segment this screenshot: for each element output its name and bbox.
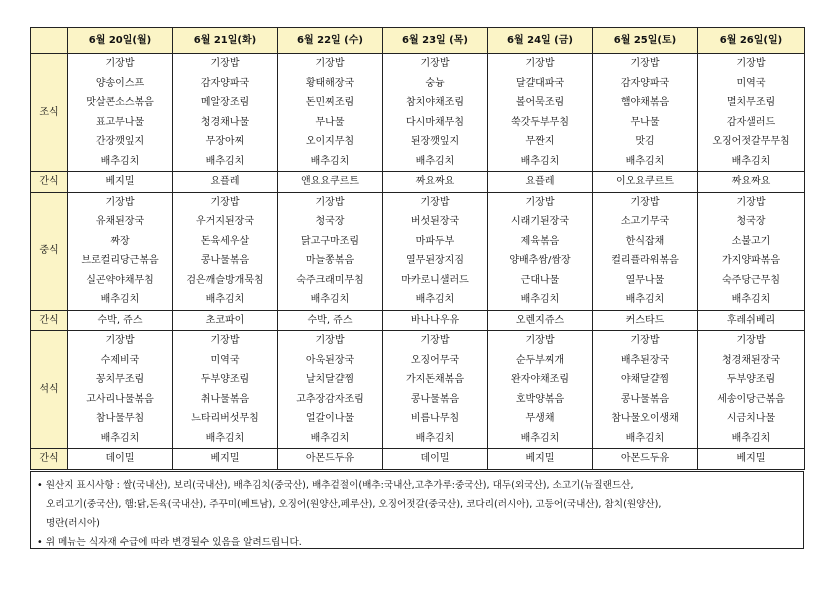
menu-cell (68, 331, 173, 449)
menu-item: 기장밥 (210, 335, 240, 346)
menu-cell (173, 54, 278, 172)
meal-label-snack: 간식 (31, 449, 68, 470)
snack-cell: 바나나우유 (383, 310, 488, 331)
menu-item: 배추김치 (731, 155, 771, 167)
dinner-row (31, 331, 805, 449)
menu-item: 짜장 (110, 235, 130, 247)
menu-item: 얼갈이나물 (305, 413, 355, 424)
menu-cell (698, 54, 805, 172)
menu-item: 기장밥 (630, 58, 660, 69)
menu-item: 고사리나물볶음 (86, 393, 154, 405)
menu-item: 무생채 (525, 413, 555, 424)
menu-item: 마파두부 (415, 235, 455, 247)
menu-item: 참나물무침 (95, 413, 145, 424)
snack-cell: 요플레 (173, 172, 278, 193)
menu-item: 배추김치 (520, 432, 560, 444)
menu-item: 오징어젓갈무무침 (712, 136, 790, 147)
day-header: 6월 22일 (수) (278, 28, 383, 54)
menu-item: 배추김치 (415, 294, 455, 305)
menu-item: 기장밥 (736, 196, 766, 208)
menu-item: 배추김치 (520, 155, 560, 167)
snack-cell: 데이밀 (68, 449, 173, 470)
menu-item: 배추김치 (310, 294, 350, 305)
menu-item: 검은깨슬방개묵침 (186, 274, 264, 286)
menu-item: 배추김치 (100, 294, 140, 305)
menu-item: 맛김 (635, 136, 655, 147)
menu-item: 콩나물볶음 (620, 393, 670, 405)
menu-item: 배추김치 (625, 432, 665, 444)
menu-item: 양송이스프 (95, 77, 145, 89)
menu-item: 기장밥 (105, 196, 135, 208)
menu-item: 기장밥 (525, 335, 555, 346)
menu-item: 기장밥 (630, 196, 660, 208)
menu-item: 컬리플라워볶음 (611, 255, 679, 266)
menu-item: 배추김치 (731, 432, 771, 444)
menu-item: 기장밥 (736, 58, 766, 69)
menu-item: 아욱된장국 (305, 354, 355, 366)
menu-item: 열무나물 (625, 274, 665, 286)
menu-item: 배추김치 (415, 432, 455, 444)
menu-item: 가지양파볶음 (722, 255, 780, 266)
menu-item: 감자샐러드 (726, 116, 776, 128)
menu-item: 날치달걀찜 (305, 374, 355, 385)
menu-item: 배추김치 (310, 155, 350, 167)
menu-item: 소고기무국 (620, 216, 670, 227)
menu-item: 배추김치 (310, 432, 350, 444)
day-header: 6월 23일 (목) (383, 28, 488, 54)
menu-item: 미역국 (736, 77, 766, 89)
menu-item: 배추김치 (415, 155, 455, 167)
menu-item: 두부양조림 (200, 374, 250, 385)
snack-cell: 아몬드두유 (593, 449, 698, 470)
menu-item: 브로컬리당근볶음 (81, 255, 159, 266)
menu-item: 시래기된장국 (511, 216, 569, 227)
menu-item: 기장밥 (525, 58, 555, 69)
menu-item: 버섯된장국 (410, 216, 460, 227)
menu-item: 된장깻잎지 (410, 136, 460, 147)
snack-cell: 오렌지쥬스 (488, 310, 593, 331)
breakfast-row (31, 54, 805, 172)
meal-label-breakfast: 조식 (31, 54, 68, 172)
snack-cell: 수박, 쥬스 (278, 310, 383, 331)
menu-item: 맛살콘소스볶음 (86, 97, 154, 108)
menu-item: 소불고기 (731, 235, 771, 247)
menu-item: 근대나물 (520, 274, 560, 286)
menu-item: 청경채나물 (200, 116, 250, 128)
menu-item: 감자양파국 (200, 77, 250, 89)
menu-item: 취나물볶음 (200, 393, 250, 405)
snack-cell: 데이밀 (383, 449, 488, 470)
menu-item: 실곤약야채무침 (86, 274, 154, 286)
menu-item: 기장밥 (420, 335, 450, 346)
menu-item: 기장밥 (105, 58, 135, 69)
corner-cell (31, 28, 68, 54)
snack-cell: 짜요짜요 (698, 172, 805, 193)
menu-cell (383, 192, 488, 310)
menu-item: 기장밥 (420, 196, 450, 208)
menu-item: 배추김치 (100, 155, 140, 167)
menu-item: 수제비국 (100, 354, 140, 366)
snack-cell: 요플레 (488, 172, 593, 193)
menu-item: 두부양조림 (726, 374, 776, 385)
menu-item: 기장밥 (525, 196, 555, 208)
notes-box (30, 471, 804, 549)
snack-cell: 베지밀 (68, 172, 173, 193)
menu-cell (68, 192, 173, 310)
origin-note: 명란(러시아) (46, 518, 100, 529)
menu-item: 숙주크래미무침 (296, 274, 364, 286)
lunch-row (31, 192, 805, 310)
menu-item: 기장밥 (315, 335, 345, 346)
day-header: 6월 21일(화) (173, 28, 278, 54)
menu-item: 숭늉 (425, 77, 445, 89)
menu-item: 기장밥 (210, 196, 240, 208)
menu-item: 메알장조림 (200, 97, 250, 108)
menu-cell (278, 192, 383, 310)
menu-cell (278, 54, 383, 172)
menu-item: 기장밥 (630, 335, 660, 346)
menu-cell (383, 54, 488, 172)
menu-item: 배추김치 (520, 294, 560, 305)
menu-item: 배추김치 (205, 294, 245, 305)
menu-item: 기장밥 (315, 58, 345, 69)
snack-cell: 이오요쿠르트 (593, 172, 698, 193)
menu-cell (278, 331, 383, 449)
menu-item: 쑥갓두부무침 (511, 116, 569, 128)
menu-item: 간장깻잎지 (95, 136, 145, 147)
menu-item: 볼어묵조림 (515, 97, 565, 108)
menu-item: 느타리버섯무침 (191, 413, 259, 424)
menu-item: 다시마채무침 (406, 116, 464, 128)
meal-label-lunch: 중식 (31, 192, 68, 310)
menu-item: 배추김치 (625, 155, 665, 167)
header-row (31, 28, 805, 54)
menu-item: 배추김치 (100, 432, 140, 444)
menu-item: 황태해장국 (305, 77, 355, 89)
menu-item: 오징어무국 (410, 354, 460, 366)
menu-item: 청경채된장국 (722, 354, 780, 366)
menu-item: 기장밥 (315, 196, 345, 208)
snack-cell: 초코파이 (173, 310, 278, 331)
snack-cell: 짜요짜요 (383, 172, 488, 193)
menu-item: 달걀대파국 (515, 77, 565, 89)
menu-item: 열무된장지짐 (406, 255, 464, 266)
menu-cell (173, 331, 278, 449)
menu-item: 햄야채볶음 (620, 97, 670, 108)
menu-item: 숙주당근무침 (722, 274, 780, 286)
meal-label-snack: 간식 (31, 310, 68, 331)
menu-item: 기장밥 (105, 335, 135, 346)
menu-cell (488, 192, 593, 310)
menu-item: 배추김치 (205, 432, 245, 444)
menu-item: 멸치무조림 (726, 97, 776, 108)
menu-cell (488, 54, 593, 172)
change-notice: • 위 메뉴는 식자재 수급에 따라 변경될수 있음을 알려드립니다. (37, 537, 302, 548)
menu-item: 우거지된장국 (196, 216, 254, 227)
menu-cell (698, 192, 805, 310)
menu-item: 무장아찌 (205, 136, 245, 147)
menu-cell (698, 331, 805, 449)
menu-item: 감자양파국 (620, 77, 670, 89)
menu-item: 미역국 (210, 354, 240, 366)
origin-note: 오리고기(중국산), 햄:닭,돈육(국내산), 주꾸미(베트남), 오징어(원양산,페루산), 오징어젓갈(중국산), 코다리(러시아), 고등어(국내산), 참치(원양산), (46, 499, 662, 510)
snack-row (31, 172, 805, 193)
menu-item: 유채된장국 (95, 216, 145, 227)
menu-item: 청국장 (736, 216, 766, 227)
menu-item: 기장밥 (420, 58, 450, 69)
menu-item: 기장밥 (210, 58, 240, 69)
weekly-menu-table (30, 27, 805, 470)
day-header: 6월 20일(월) (68, 28, 173, 54)
menu-item: 참나물오이생채 (611, 413, 679, 424)
menu-cell (68, 54, 173, 172)
meal-label-dinner: 석식 (31, 331, 68, 449)
menu-item: 세송이당근볶음 (717, 393, 785, 405)
snack-row (31, 449, 805, 470)
menu-item: 한식잡채 (625, 235, 665, 247)
menu-item: 제육볶음 (520, 235, 560, 247)
menu-item: 야채달걀찜 (620, 374, 670, 385)
menu-cell (488, 331, 593, 449)
menu-item: 콩나물볶음 (200, 255, 250, 266)
menu-item: 표고무나물 (95, 116, 145, 128)
menu-item: 돈민찌조림 (305, 97, 355, 108)
day-header: 6월 26일(일) (698, 28, 805, 54)
menu-cell (593, 54, 698, 172)
menu-item: 고추장감자조림 (296, 393, 364, 405)
snack-cell: 앤요요쿠르트 (278, 172, 383, 193)
menu-cell (593, 192, 698, 310)
menu-item: 참치야채조림 (406, 97, 464, 108)
menu-item: 기장밥 (736, 335, 766, 346)
menu-item: 배추김치 (731, 294, 771, 305)
snack-cell: 수박, 쥬스 (68, 310, 173, 331)
menu-item: 시금치나물 (726, 413, 776, 424)
menu-cell (173, 192, 278, 310)
menu-item: 돈육세우살 (200, 235, 250, 247)
menu-item: 배추김치 (205, 155, 245, 167)
menu-item: 마늘쫑볶음 (305, 255, 355, 266)
menu-item: 배추된장국 (620, 354, 670, 366)
menu-item: 배추김치 (625, 294, 665, 305)
menu-item: 비름나무침 (410, 413, 460, 424)
menu-cell (383, 331, 488, 449)
snack-row (31, 310, 805, 331)
menu-item: 무나물 (315, 116, 345, 128)
menu-item: 완자야채조림 (511, 374, 569, 385)
day-header: 6월 24일 (금) (488, 28, 593, 54)
menu-item: 마카로니샐러드 (401, 274, 469, 286)
menu-item: 호박양볶음 (515, 393, 565, 405)
menu-item: 콩나물볶음 (410, 393, 460, 405)
snack-cell: 베지밀 (488, 449, 593, 470)
snack-cell: 후레쉬베리 (698, 310, 805, 331)
menu-item: 꽁치무조림 (95, 374, 145, 385)
snack-cell: 커스타드 (593, 310, 698, 331)
menu-cell (593, 331, 698, 449)
origin-note: • 원산지 표시사항 : 쌀(국내산), 보리(국내산), 배추김치(중국산), 배추겉절이(배추:국내산,고추가루:중국산), 대두(외국산), 소고기(뉴질랜드산, (37, 480, 634, 491)
menu-item: 청국장 (315, 216, 345, 227)
snack-cell: 아몬드두유 (278, 449, 383, 470)
day-header: 6월 25일(토) (593, 28, 698, 54)
menu-item: 닭고구마조림 (301, 235, 359, 247)
meal-label-snack: 간식 (31, 172, 68, 193)
menu-item: 오이지무침 (305, 136, 355, 147)
snack-cell: 베지밀 (698, 449, 805, 470)
menu-item: 순두부찌개 (515, 354, 565, 366)
snack-cell: 베지밀 (173, 449, 278, 470)
menu-item: 무짠지 (525, 136, 555, 147)
menu-item: 양배추쌈/쌈장 (509, 255, 571, 266)
menu-item: 가지돈채볶음 (406, 374, 464, 385)
menu-item: 무나물 (630, 116, 660, 128)
